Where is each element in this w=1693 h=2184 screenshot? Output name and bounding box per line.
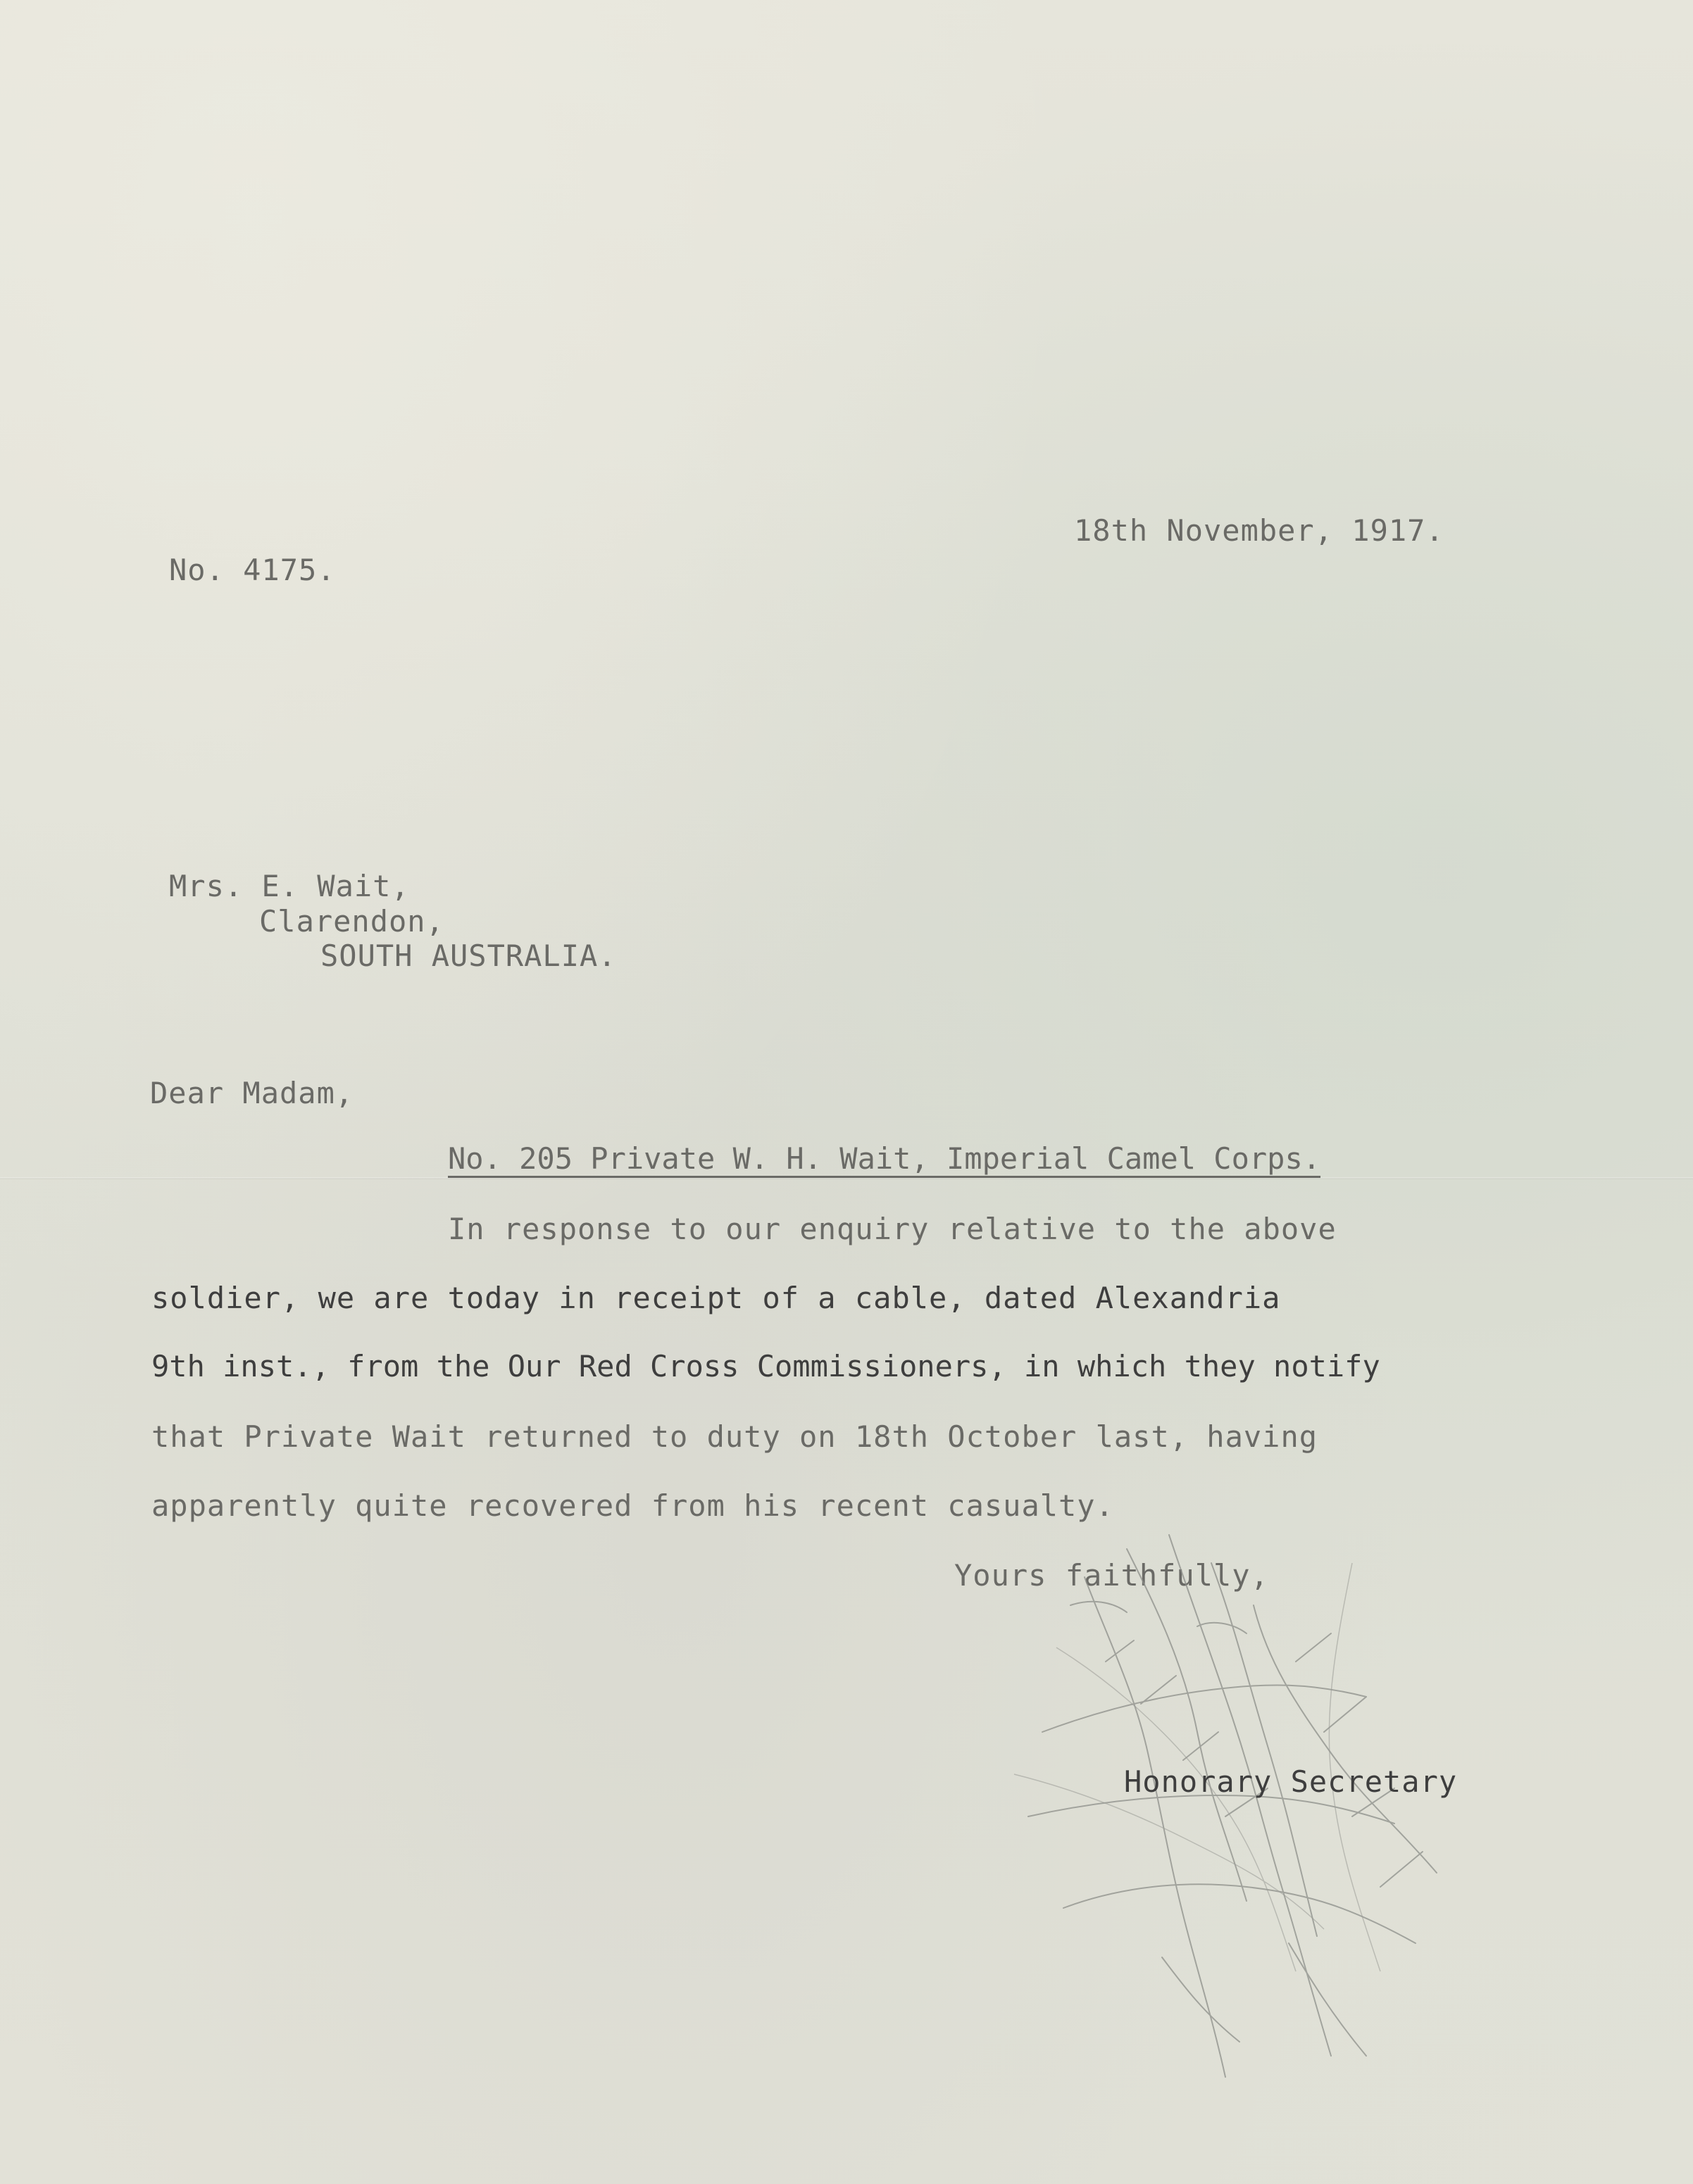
letter-date: 18th November, 1917. [1074,513,1444,548]
body-line: 9th inst., from the Our Red Cross Commissioners, in which they notify [151,1349,1380,1383]
reference-number: No. 4175. [169,553,336,587]
pencil-signature [1000,1521,1563,2098]
recipient-state: SOUTH AUSTRALIA. [320,939,617,973]
closing: Yours faithfully, [954,1558,1269,1593]
signatory-title: Honorary Secretary [1124,1764,1458,1799]
recipient-name: Mrs. E. Wait, [169,869,410,903]
paper-fold-line [0,1177,1693,1179]
body-line: apparently quite recovered from his recent casualty. [151,1488,1114,1523]
recipient-town: Clarendon, [259,904,444,939]
body-line: that Private Wait returned to duty on 18th October last, having [151,1419,1318,1454]
salutation: Dear Madam, [150,1076,354,1110]
body-line: In response to our enquiry relative to the above [448,1212,1337,1246]
body-line: soldier, we are today in receipt of a cable, dated Alexandria [151,1281,1281,1315]
subject-line: No. 205 Private W. H. Wait, Imperial Camel Corps. [448,1141,1321,1176]
